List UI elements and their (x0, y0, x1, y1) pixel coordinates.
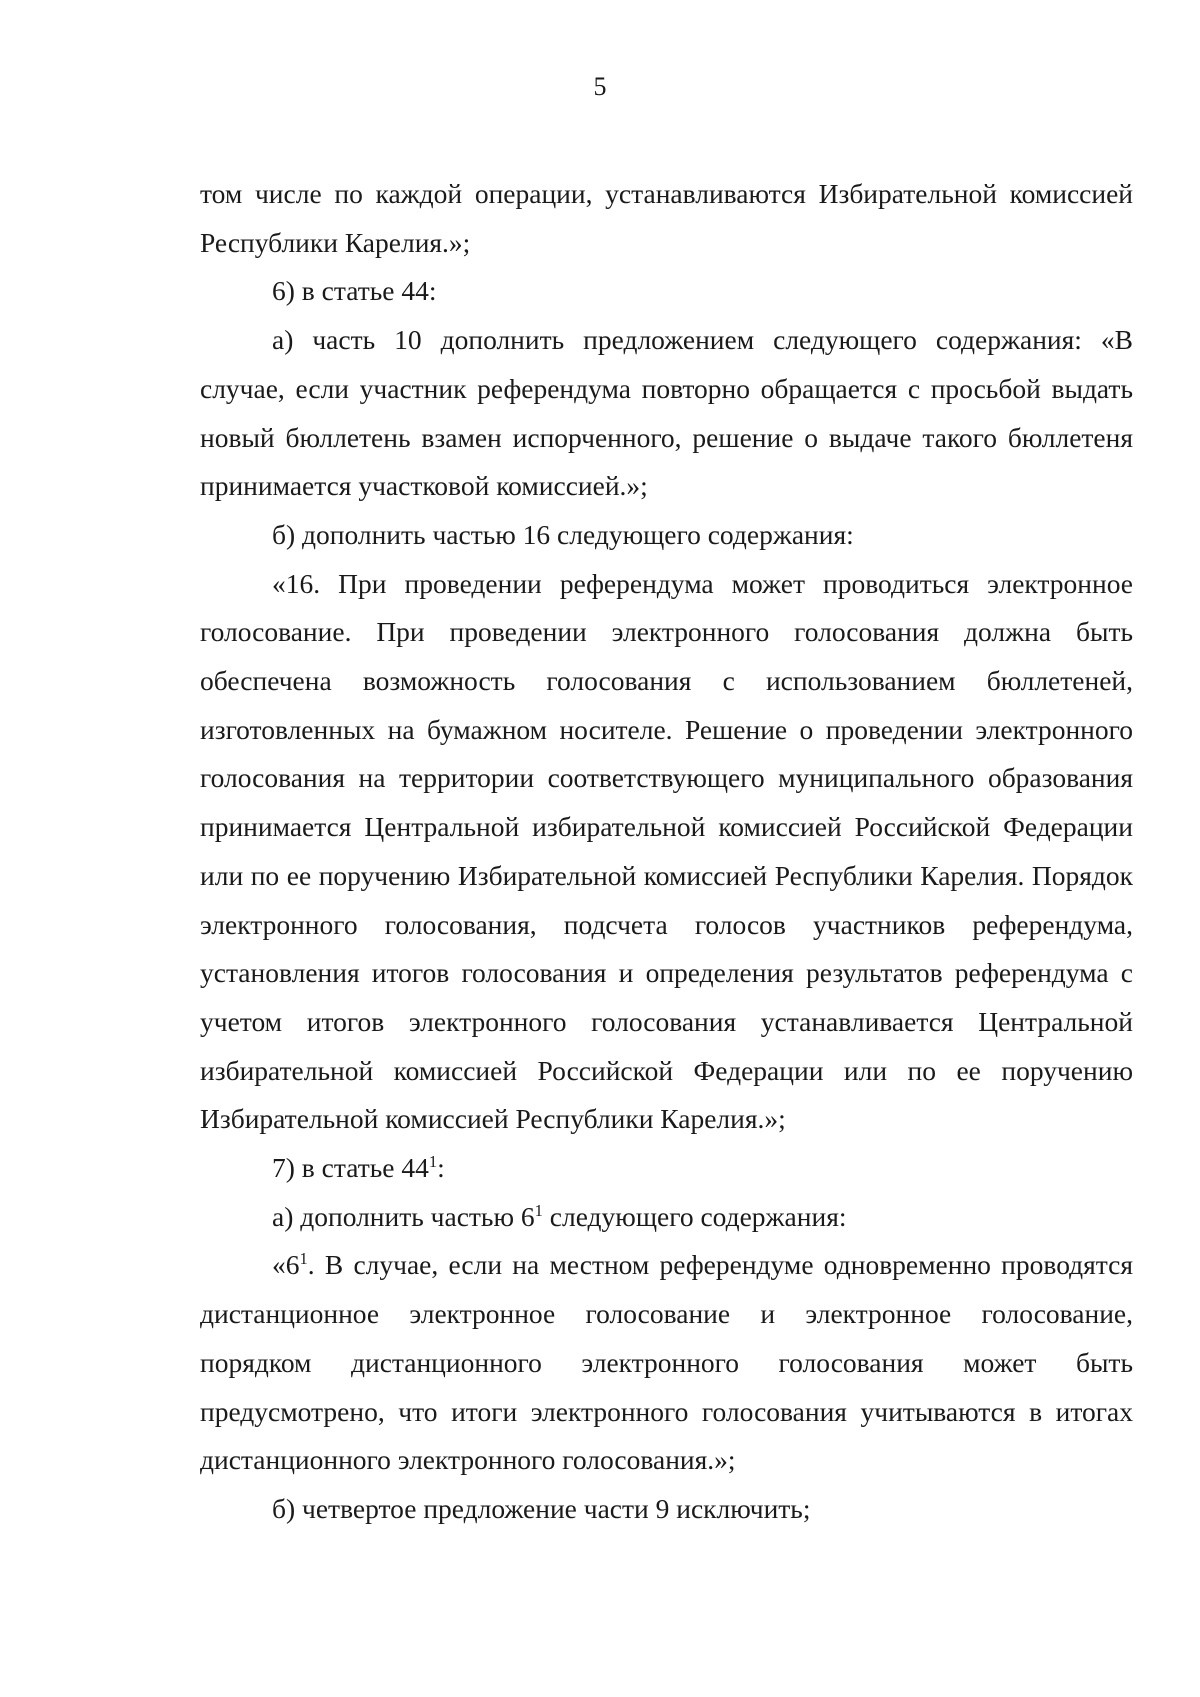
text-run: б) четвертое предложение части 9 исключить; (272, 1492, 811, 1524)
paragraph (200, 560, 1133, 1144)
text-run: «16. При проведении референдума может проводиться электронное голосование. При проведении электронного голосования должна быть обеспечена возможность голосования с использованием бюллетеней, изготовленных на бумажном носителе. Решение о проведении электронного голосования на территории соответствующего муниципального образования принимается Центральной избирательной комиссией Российской Федерации или по ее поручению Избирательной комиссией Республики Карелия. Порядок электронного голосования, подсчета голосов участников референдума, установления итогов голосования и определения результатов референдума с учетом итогов электронного голосования устанавливается Центральной избирательной комиссией Российской Федерации или по ее поручению Избирательной комиссией Республики Карелия.»; (200, 567, 1133, 1135)
paragraph (200, 511, 1133, 560)
text-run: 6) в статье 44: (272, 275, 437, 307)
text-run: а) дополнить частью 6 (272, 1200, 535, 1232)
text-run: том числе по каждой операции, устанавливаются Избирательной комиссией Республики Карелия.»; (200, 178, 1133, 258)
text-run: а) часть 10 дополнить предложением следующего содержания: «В случае, если участник референдума повторно обращается с просьбой выдать новый бюллетень взамен испорченного, решение о выдаче такого бюллетеня принимается участковой комиссией.»; (200, 324, 1133, 502)
superscript-index: 1 (299, 1249, 308, 1269)
text-run: : (437, 1152, 445, 1184)
paragraph (200, 1193, 1133, 1242)
paragraph (200, 316, 1133, 511)
paragraph (200, 1241, 1133, 1485)
text-run: 7) в статье 44 (272, 1152, 429, 1184)
paragraph (200, 267, 1133, 316)
paragraph (200, 1485, 1133, 1534)
paragraph (200, 1144, 1133, 1193)
page-number: 5 (593, 72, 607, 101)
text-run: следующего содержания: (542, 1200, 847, 1232)
text-run: «6 (272, 1249, 300, 1281)
text-run: б) дополнить частью 16 следующего содержания: (272, 518, 854, 550)
paragraph (200, 170, 1133, 267)
superscript-index: 1 (534, 1200, 543, 1220)
text-run: . В случае, если на местном референдуме одновременно проводятся дистанционное электронное голосование и электронное голосование, порядком дистанционного электронного голосования может быть предусмотрено, что итоги электронного голосования учитываются в итогах дистанционного электронного голосования.»; (200, 1249, 1133, 1476)
document-body (200, 170, 1133, 1534)
superscript-index: 1 (428, 1152, 438, 1172)
